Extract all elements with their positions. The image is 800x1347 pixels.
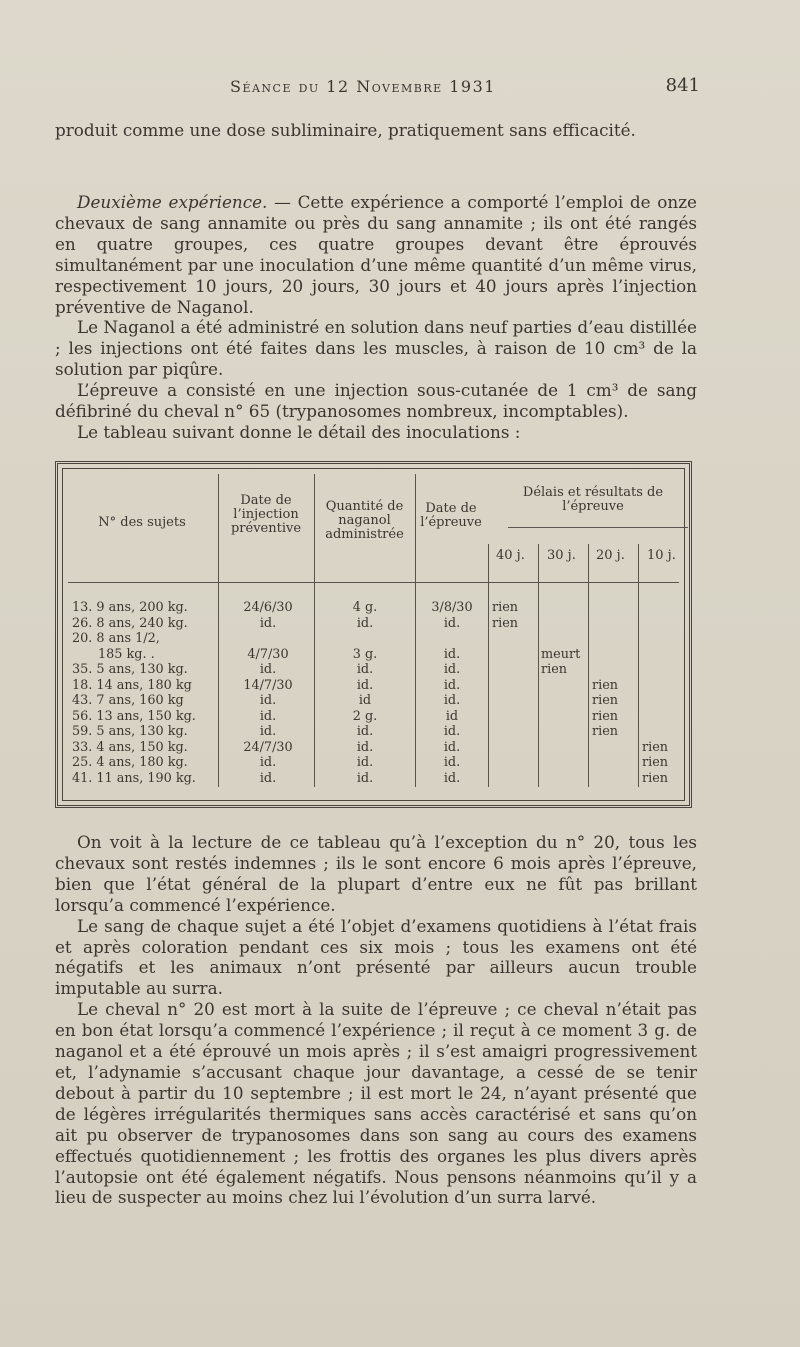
header-delays: Délais et résultats de l’épreuve — [522, 485, 664, 514]
cell-10-days: rien — [642, 770, 669, 786]
paragraph-epreuve: L’épreuve a consisté en une injection sous-cutanée de 1 cm³ de sang défibriné du cheval n° 65 (trypanosomes nombreux, incomptables). — [55, 380, 697, 422]
cell-subject: 20. 8 ans 1/2, — [72, 631, 160, 646]
column-rule — [415, 474, 416, 787]
cell-20-days: rien — [592, 677, 619, 693]
cell-subject: 13. 9 ans, 200 kg. — [72, 600, 188, 615]
cell-subject: 185 kg. . — [98, 646, 155, 662]
cell-date-injection: id. — [259, 708, 277, 724]
header-30-days: 30 j. — [547, 548, 576, 563]
cell-30-days: rien — [541, 662, 568, 677]
cell-subject: 33. 4 ans, 150 kg. — [72, 739, 188, 755]
cell-date-epreuve: id. — [443, 677, 461, 693]
header-10-days: 10 j. — [647, 548, 676, 563]
header-20-days: 20 j. — [596, 548, 625, 563]
column-rule — [538, 544, 539, 787]
paragraph-experience — [55, 192, 697, 317]
column-rule — [638, 544, 639, 787]
cell-date-injection: id. — [259, 693, 277, 708]
cell-quantity: 4 g. — [352, 600, 378, 615]
cell-date-epreuve: id. — [443, 724, 461, 739]
cell-date-injection: id. — [259, 615, 277, 631]
cell-quantity: id — [358, 693, 372, 708]
cell-10-days: rien — [642, 739, 669, 755]
cell-date-injection: id. — [259, 724, 277, 739]
header-rule — [68, 582, 679, 583]
cell-10-days: rien — [642, 755, 669, 770]
cell-date-epreuve: id. — [443, 615, 461, 631]
page-header — [52, 73, 700, 103]
cell-date-epreuve: id. — [443, 693, 461, 708]
cell-date-injection: 24/6/30 — [243, 600, 293, 615]
column-rule — [588, 544, 589, 787]
cell-quantity: id. — [356, 755, 374, 770]
paragraph-continuation: produit comme une dose subliminaire, pratiquement sans efficacité. — [55, 120, 636, 140]
paragraph-voit: On voit à la lecture de ce tableau qu’à l’exception du n° 20, tous les chevaux sont restés indemnes ; ils le sont encore 6 mois après l’épreuve, bien que l’état général de la plupart d’entre eux ne fût pas brillant lorsqu’a commencé l’expérience. — [55, 832, 697, 915]
cell-subject: 43. 7 ans, 160 kg — [72, 693, 184, 708]
running-title: Séance du 12 Novembre 1931 — [230, 77, 496, 96]
cell-date-injection: id. — [259, 755, 277, 770]
cell-20-days: rien — [592, 693, 619, 708]
header-subjects: N° des sujets — [98, 515, 186, 530]
experience-title: Deuxième expérience. — [77, 192, 268, 212]
cell-date-injection: 24/7/30 — [243, 739, 293, 755]
cell-date-injection: id. — [259, 770, 277, 786]
cell-subject: 18. 14 ans, 180 kg — [72, 677, 192, 693]
cell-date-epreuve: id. — [443, 770, 461, 786]
column-rule — [488, 544, 489, 787]
header-40-days: 40 j. — [496, 548, 525, 563]
column-rule — [314, 474, 315, 787]
cell-date-epreuve: id. — [443, 646, 461, 662]
cell-quantity: id. — [356, 615, 374, 631]
cell-date-epreuve: id. — [443, 755, 461, 770]
cell-date-injection: 14/7/30 — [243, 677, 293, 693]
cell-date-epreuve: id. — [443, 739, 461, 755]
cell-quantity: id. — [356, 677, 374, 693]
cell-quantity: id. — [356, 724, 374, 739]
header-date-injection: Date de l’injection préventive — [230, 493, 302, 536]
cell-quantity: id. — [356, 662, 374, 677]
cell-date-injection: id. — [259, 662, 277, 677]
page-number: 841 — [665, 75, 700, 96]
cell-subject: 26. 8 ans, 240 kg. — [72, 615, 188, 631]
paragraph-naganol: Le Naganol a été administré en solution dans neuf parties d’eau distillée ; les injections ont été faites dans les muscles, à raison de 10 cm³ de la solution par piqûre. — [55, 317, 697, 380]
cell-subject: 59. 5 ans, 130 kg. — [72, 724, 188, 739]
cell-30-days: meurt — [541, 646, 581, 662]
cell-40-days: rien — [492, 615, 519, 631]
cell-date-epreuve: id — [445, 708, 459, 724]
column-rule — [218, 474, 219, 787]
cell-date-epreuve: id. — [443, 662, 461, 677]
paragraph-cheval: Le cheval n° 20 est mort à la suite de l’épreuve ; ce cheval n’était pas en bon état lorsqu’a commencé l’expérience ; il reçut à ce moment 3 g. de naganol et a été éprouvé un mois après ; il s’est amaigri progressivement et, l’adynamie s’accusant chaque jour davantage, a cessé de se tenir debout à partir du 10 septembre ; il est mort le 24, n’ayant présenté que de légères irrégularités thermiques sans accès caractérisé et sans qu’on ait pu observer de trypanosomes dans son sang au cours des examens effectués quotidiennement ; les frottis des organes les plus divers après l’autopsie ont été également négatifs. Nous pensons néanmoins qu’il y a lieu de suspecter au moins chez lui l’évolution d’un surra larvé. — [55, 999, 697, 1208]
cell-subject: 41. 11 ans, 190 kg. — [72, 770, 196, 786]
cell-subject: 56. 13 ans, 150 kg. — [72, 708, 196, 724]
paragraph-top — [55, 120, 697, 141]
cell-quantity: 3 g. — [352, 646, 378, 662]
cell-subject: 35. 5 ans, 130 kg. — [72, 662, 188, 677]
cell-subject: 25. 4 ans, 180 kg. — [72, 755, 188, 770]
cell-40-days: rien — [492, 600, 519, 615]
paragraph-tableau: Le tableau suivant donne le détail des inoculations : — [77, 421, 521, 442]
cell-quantity: 2 g. — [352, 708, 378, 724]
cell-20-days: rien — [592, 708, 619, 724]
header-date-epreuve: Date de l’épreuve — [420, 501, 482, 530]
paragraph-sang: Le sang de chaque sujet a été l’objet d’examens quotidiens à l’état frais et après coloration pendant ces six mois ; tous les examens ont été négatifs et les animaux n’ont présenté par ailleurs aucun trouble imputable au surra. — [55, 915, 697, 999]
cell-date-injection: 4/7/30 — [247, 646, 289, 662]
paragraphs-intro — [55, 192, 697, 443]
cell-20-days: rien — [592, 724, 619, 739]
delays-rule — [508, 527, 688, 528]
inoculation-table — [55, 461, 692, 808]
cell-date-epreuve: 3/8/30 — [431, 600, 473, 615]
cell-quantity: id. — [356, 739, 374, 755]
cell-quantity: id. — [356, 770, 374, 786]
header-quantity: Quantité de naganol administrée — [325, 499, 404, 542]
paragraphs-after-table — [55, 832, 697, 1208]
experience-text: — Cette expérience a comporté l’emploi de onze chevaux de sang annamite ou près du sang annamite ; ils ont été rangés en quatre groupes, ces quatre groupes devant être éprouvés simultanément par une inoculation d’une même quantité d’un même virus, respectivement 10 jours, 20 jours, 30 jours et 40 jours après l’injection préventive de Naganol. — [55, 192, 697, 317]
